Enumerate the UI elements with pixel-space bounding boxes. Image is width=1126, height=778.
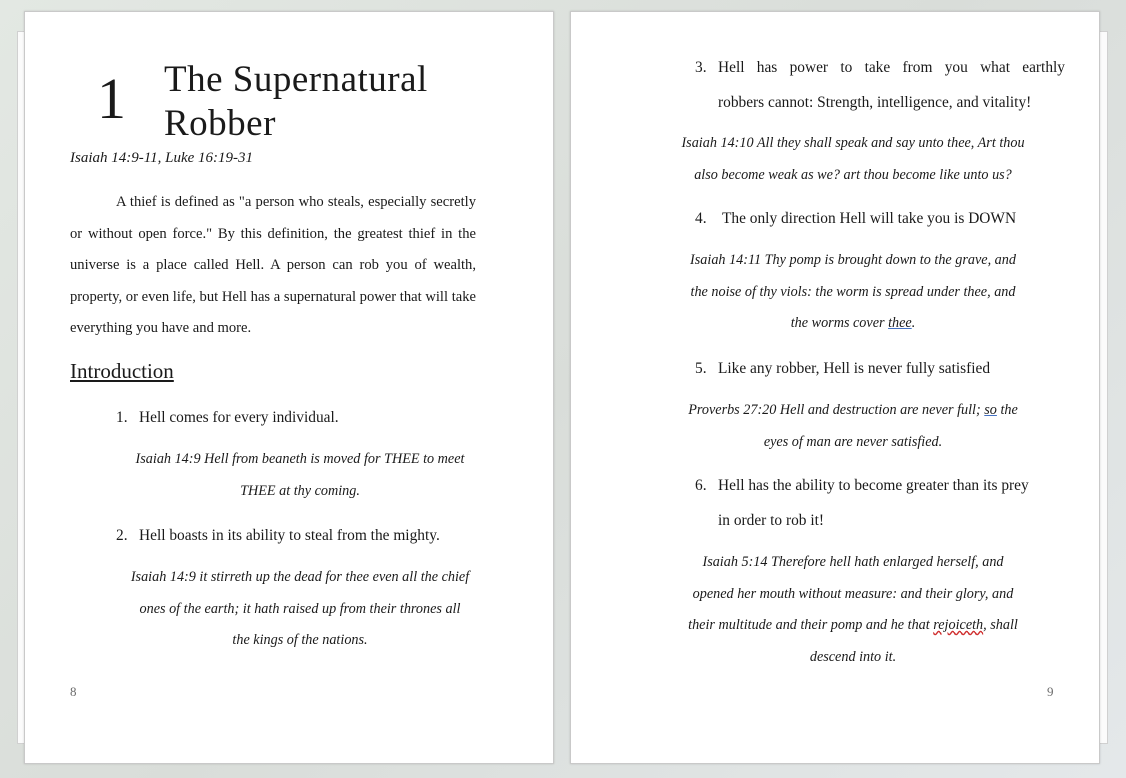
list-item-row <box>695 50 1065 85</box>
verse-line: the kings of the nations. <box>232 632 368 648</box>
verse-line: ones of the earth; it hath raised up from their thrones all <box>139 600 461 617</box>
chapter-number: 1 <box>97 66 126 131</box>
verse-line <box>651 308 1055 340</box>
list-item-number: 5. <box>695 360 707 377</box>
verse-line: Isaiah 5:14 Therefore hell hath enlarged herself, and <box>702 554 1004 570</box>
scripture-reference: Isaiah 14:9-11, Luke 16:19-31 <box>70 150 254 166</box>
verse-line: also become weak as we? art thou become like unto us? <box>694 166 1012 183</box>
list-item-number: 1. <box>116 409 128 426</box>
list-item-number: 2. <box>116 527 128 544</box>
verse-text: Proverbs 27:20 Hell and destruction are never full; <box>688 402 985 418</box>
page-number: 8 <box>70 684 77 699</box>
list-item <box>695 201 1016 236</box>
verse-line: Isaiah 14:9 Hell from beaneth is moved for THEE to meet <box>135 451 465 467</box>
list-item-text: Hell boasts in its ability to steal from the mighty. <box>139 527 440 544</box>
intro-paragraph: A thief is defined as "a person who steals, especially secretly or without open force." By this definition, the greatest thief in the universe is a place called Hell. A person can rob you of wealth, property, or even life, but Hell has a supernatural power that will take everything you have and more. <box>70 194 476 336</box>
list-item <box>695 351 990 386</box>
chapter-title-line1: The Supernatural <box>164 59 428 100</box>
verse-quote <box>651 245 1055 340</box>
verse-line: Isaiah 14:9 it stirreth up the dead for thee even all the chief <box>130 569 470 585</box>
list-item-number: 6. <box>695 477 707 494</box>
list-item-text: Hell has the ability to become greater than its prey <box>718 477 1029 494</box>
document-page-left <box>24 11 554 764</box>
verse-line <box>651 395 1055 427</box>
page-number: 9 <box>1047 684 1054 699</box>
list-item-text: Like any robber, Hell is never fully satisfied <box>718 360 991 377</box>
grammar-flag-word[interactable]: so <box>984 402 997 418</box>
verse-quote <box>651 395 1055 458</box>
verse-text: . <box>911 315 916 331</box>
chapter-title <box>164 58 494 146</box>
verse-quote <box>70 444 530 507</box>
document-page-right <box>570 11 1100 764</box>
verse-quote <box>651 128 1055 191</box>
verse-line: THEE at thy coming. <box>240 482 360 499</box>
list-item-text: Hell has power to take from you what earthly <box>718 59 1065 76</box>
list-item <box>116 518 440 553</box>
list-item-text-cont: robbers cannot: Strength, intelligence, and vitality! <box>718 94 1032 111</box>
list-item <box>695 50 1065 120</box>
list-item-text: Hell comes for every individual. <box>139 409 339 426</box>
chapter-title-line2: Robber <box>164 103 276 144</box>
verse-text: , shall <box>983 617 1018 633</box>
verse-line: the noise of thy viols: the worm is spread under thee, and <box>690 283 1016 300</box>
grammar-flag-word[interactable]: thee <box>888 315 912 331</box>
verse-line: eyes of man are never satisfied. <box>763 433 943 450</box>
list-item <box>695 468 1065 538</box>
verse-line: Isaiah 14:11 Thy pomp is brought down to the grave, and <box>690 252 1016 268</box>
spelling-flag-word[interactable]: rejoiceth <box>933 617 984 633</box>
verse-line: opened her mouth without measure: and their glory, and <box>692 585 1014 602</box>
verse-line <box>651 610 1055 642</box>
verse-text: their multitude and their pomp and he that <box>688 617 934 633</box>
list-item-number: 3. <box>695 59 707 76</box>
verse-quote <box>70 562 530 657</box>
verse-quote <box>651 547 1055 673</box>
section-heading: Introduction <box>70 359 174 383</box>
list-item-row <box>695 468 1065 503</box>
list-item <box>116 400 339 435</box>
verse-line: Isaiah 14:10 All they shall speak and say unto thee, Art thou <box>681 135 1025 151</box>
list-item-text: The only direction Hell will take you is DOWN <box>722 210 1017 227</box>
verse-text: the worms cover <box>790 315 889 331</box>
list-item-text-cont: in order to rob it! <box>718 512 824 529</box>
list-item-number: 4. <box>695 210 707 227</box>
verse-text: the <box>996 402 1018 418</box>
verse-line: descend into it. <box>809 648 897 665</box>
